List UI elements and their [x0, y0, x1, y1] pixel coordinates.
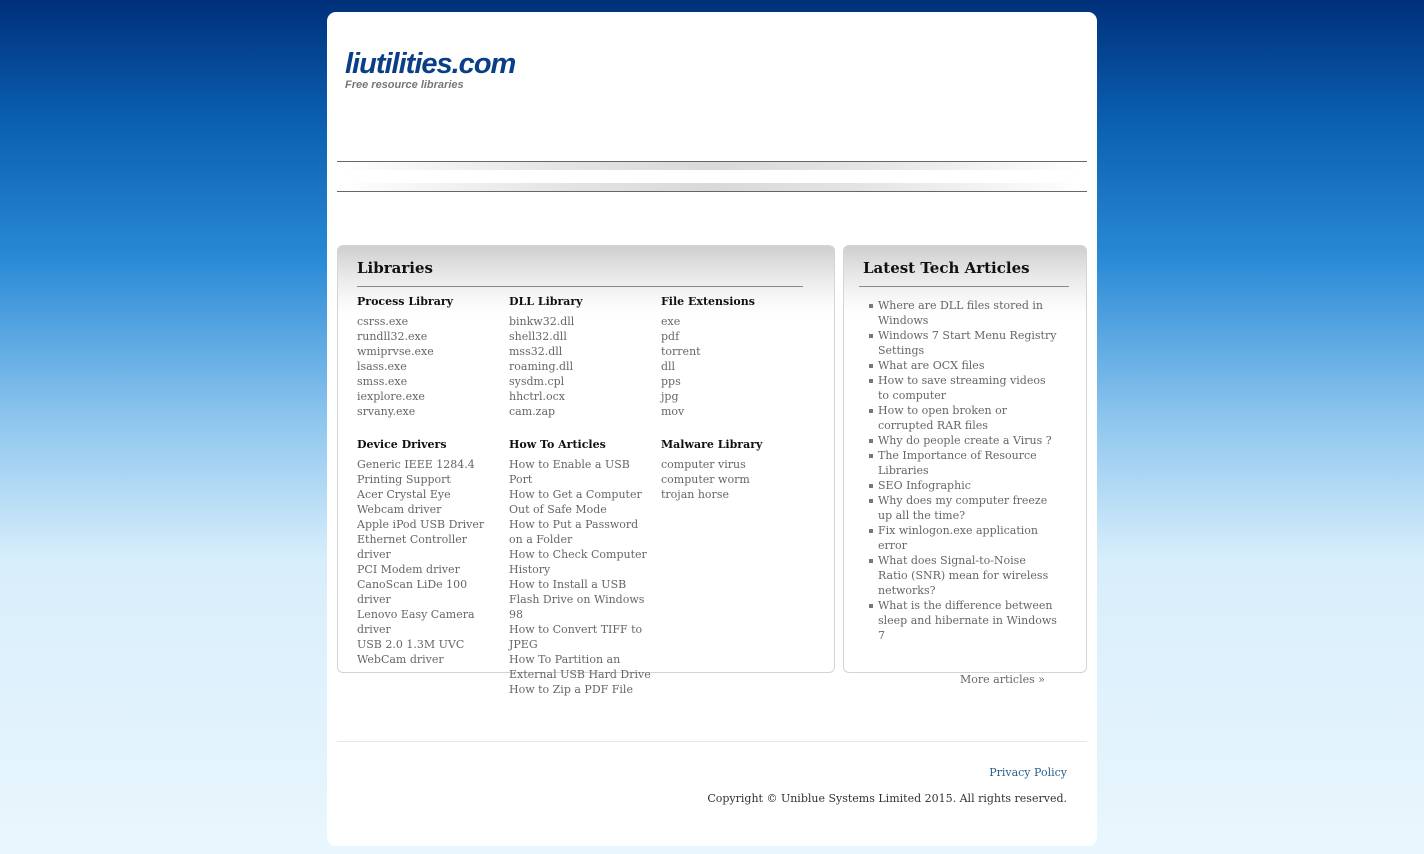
list-item-link[interactable]: mov	[661, 405, 685, 418]
list-item	[509, 344, 659, 359]
column-heading: How To Articles	[509, 438, 606, 451]
list-item-link[interactable]: USB 2.0 1.3M UVC WebCam driver	[357, 638, 465, 666]
list-item	[868, 403, 1058, 433]
list-item-link[interactable]: How To Partition an External USB Hard Drive	[509, 653, 651, 681]
libraries-panel	[337, 245, 835, 696]
list-item-link[interactable]: Apple iPod USB Driver	[357, 518, 485, 531]
list-item-link[interactable]: pps	[661, 375, 681, 388]
list-item	[661, 404, 811, 419]
list-item-link[interactable]: smss.exe	[357, 375, 408, 388]
list-item-link[interactable]: What is the difference between sleep and hibernate in Windows 7	[878, 599, 1057, 642]
list-item-link[interactable]: hhctrl.ocx	[509, 390, 566, 403]
list-item	[868, 598, 1058, 643]
list-item	[661, 344, 811, 359]
list-item-link[interactable]: jpg	[661, 390, 679, 403]
list-item	[509, 314, 659, 329]
nav-band-inner	[337, 170, 1087, 183]
list-item	[868, 523, 1058, 553]
column-heading: File Extensions	[661, 295, 755, 308]
logo-name: liutilities.com	[345, 48, 516, 80]
list-item-link[interactable]: Ethernet Controller driver	[357, 533, 468, 561]
list-item-link[interactable]: lsass.exe	[357, 360, 407, 373]
list-item	[357, 329, 507, 344]
link-list	[661, 314, 811, 419]
column-dll-library	[509, 294, 659, 419]
list-item	[868, 298, 1058, 328]
list-item	[357, 637, 497, 667]
list-item	[357, 344, 507, 359]
column-file-extensions	[661, 294, 811, 419]
latest-articles-panel	[843, 245, 1087, 673]
column-heading: DLL Library	[509, 295, 583, 308]
column-heading: Process Library	[357, 295, 454, 308]
footer-divider	[337, 741, 1087, 742]
list-item-link[interactable]: What are OCX files	[878, 359, 985, 372]
list-item	[661, 329, 811, 344]
list-item	[509, 682, 654, 697]
list-item-link[interactable]: How to Put a Password on a Folder	[509, 518, 639, 546]
list-item	[509, 622, 654, 652]
list-item	[661, 487, 811, 502]
list-item	[357, 457, 497, 487]
list-item	[509, 359, 659, 374]
list-item-link[interactable]: The Importance of Resource Libraries	[878, 449, 1037, 477]
list-item-link[interactable]: computer virus	[661, 458, 746, 471]
list-item	[509, 487, 654, 517]
logo-tagline: Free resource libraries	[345, 79, 464, 91]
list-item	[661, 389, 811, 404]
list-item-link[interactable]: Lenovo Easy Camera driver	[357, 608, 475, 636]
list-item	[509, 457, 654, 487]
list-item-link[interactable]: How to Check Computer History	[509, 548, 647, 576]
list-item	[357, 577, 497, 607]
list-item-link[interactable]: Why does my computer freeze up all the time?	[878, 494, 1048, 522]
list-item-link[interactable]: iexplore.exe	[357, 390, 425, 403]
list-item	[509, 577, 654, 622]
list-item-link[interactable]: Acer Crystal Eye Webcam driver	[357, 488, 451, 516]
list-item	[357, 359, 507, 374]
column-heading: Device Drivers	[357, 438, 447, 451]
nav-band	[337, 161, 1087, 192]
list-item-link[interactable]: computer worm	[661, 473, 750, 486]
list-item	[868, 553, 1058, 598]
list-item-link[interactable]: What does Signal-to-Noise Ratio (SNR) mean for wireless networks?	[878, 554, 1049, 597]
list-item-link[interactable]: Why do people create a Virus ?	[878, 434, 1052, 447]
list-item-link[interactable]: How to Enable a USB Port	[509, 458, 630, 486]
list-item-link[interactable]: roaming.dll	[509, 360, 574, 373]
list-item	[357, 374, 507, 389]
list-item	[357, 517, 497, 532]
list-item-link[interactable]: srvany.exe	[357, 405, 416, 418]
list-item-link[interactable]: Fix winlogon.exe application error	[878, 524, 1039, 552]
list-item	[868, 448, 1058, 478]
list-item	[868, 373, 1058, 403]
list-item-link[interactable]: Windows 7 Start Menu Registry Settings	[878, 329, 1057, 357]
list-item-link[interactable]: How to Zip a PDF File	[509, 683, 633, 696]
list-item	[868, 433, 1058, 448]
list-item-link[interactable]: pdf	[661, 330, 680, 343]
libraries-title: Libraries	[357, 259, 433, 277]
list-item-link[interactable]: mss32.dll	[509, 345, 563, 358]
list-item-link[interactable]: shell32.dll	[509, 330, 567, 343]
list-item	[868, 328, 1058, 358]
list-item-link[interactable]: wmiprvse.exe	[357, 345, 434, 358]
articles-title: Latest Tech Articles	[863, 259, 1030, 277]
list-item	[357, 314, 507, 329]
link-list	[357, 314, 507, 419]
list-item	[357, 562, 497, 577]
list-item	[357, 607, 497, 637]
list-item	[357, 487, 497, 517]
list-item	[509, 404, 659, 419]
list-item-link[interactable]: dll	[661, 360, 676, 373]
list-item-link[interactable]: cam.zap	[509, 405, 556, 418]
list-item	[509, 389, 659, 404]
list-item-link[interactable]: How to Get a Computer Out of Safe Mode	[509, 488, 642, 516]
list-item-link[interactable]: exe	[661, 315, 681, 328]
list-item	[661, 457, 811, 472]
more-articles-link[interactable]: More articles »	[960, 673, 1045, 686]
list-item-link[interactable]: SEO Infographic	[878, 479, 971, 492]
copyright-text: Copyright © Uniblue Systems Limited 2015. All rights reserved.	[707, 792, 1067, 805]
libraries-divider	[357, 286, 803, 287]
list-item-link[interactable]: csrss.exe	[357, 315, 409, 328]
articles-divider	[859, 286, 1069, 287]
list-item-link[interactable]: PCI Modem driver	[357, 563, 460, 576]
list-item-link[interactable]: sysdm.cpl	[509, 375, 565, 388]
list-item-link[interactable]: Where are DLL files stored in Windows	[878, 299, 1044, 327]
column-device-drivers	[357, 437, 497, 667]
list-item	[868, 478, 1058, 493]
list-item	[509, 652, 654, 682]
list-item-link[interactable]: How to save streaming videos to computer	[878, 374, 1046, 402]
list-item	[509, 547, 654, 577]
list-item	[509, 374, 659, 389]
list-item	[868, 493, 1058, 523]
list-item-link[interactable]: rundll32.exe	[357, 330, 428, 343]
column-how-to-articles	[509, 437, 654, 697]
list-item-link[interactable]: CanoScan LiDe 100 driver	[357, 578, 468, 606]
list-item-link[interactable]: How to Convert TIFF to JPEG	[509, 623, 643, 651]
link-list	[357, 457, 497, 667]
link-list	[509, 314, 659, 419]
column-heading: Malware Library	[661, 438, 763, 451]
list-item	[661, 314, 811, 329]
column-malware-library	[661, 437, 811, 502]
list-item	[357, 404, 507, 419]
list-item-link[interactable]: How to Install a USB Flash Drive on Windows 98	[509, 578, 645, 621]
list-item-link[interactable]: trojan horse	[661, 488, 729, 501]
link-list	[509, 457, 654, 697]
list-item	[661, 359, 811, 374]
list-item	[661, 374, 811, 389]
column-process-library	[357, 294, 507, 419]
site-logo[interactable]	[345, 48, 515, 91]
articles-list	[868, 298, 1058, 643]
list-item	[509, 329, 659, 344]
list-item-link[interactable]: Generic IEEE 1284.4 Printing Support	[357, 458, 475, 486]
list-item	[357, 532, 497, 562]
list-item-link[interactable]: torrent	[661, 345, 701, 358]
page-container	[327, 12, 1097, 846]
link-list	[661, 457, 811, 502]
list-item-link[interactable]: binkw32.dll	[509, 315, 575, 328]
list-item	[357, 389, 507, 404]
list-item	[509, 517, 654, 547]
list-item	[868, 358, 1058, 373]
privacy-policy-link[interactable]: Privacy Policy	[989, 766, 1067, 779]
list-item	[661, 472, 811, 487]
list-item-link[interactable]: How to open broken or corrupted RAR files	[878, 404, 1007, 432]
